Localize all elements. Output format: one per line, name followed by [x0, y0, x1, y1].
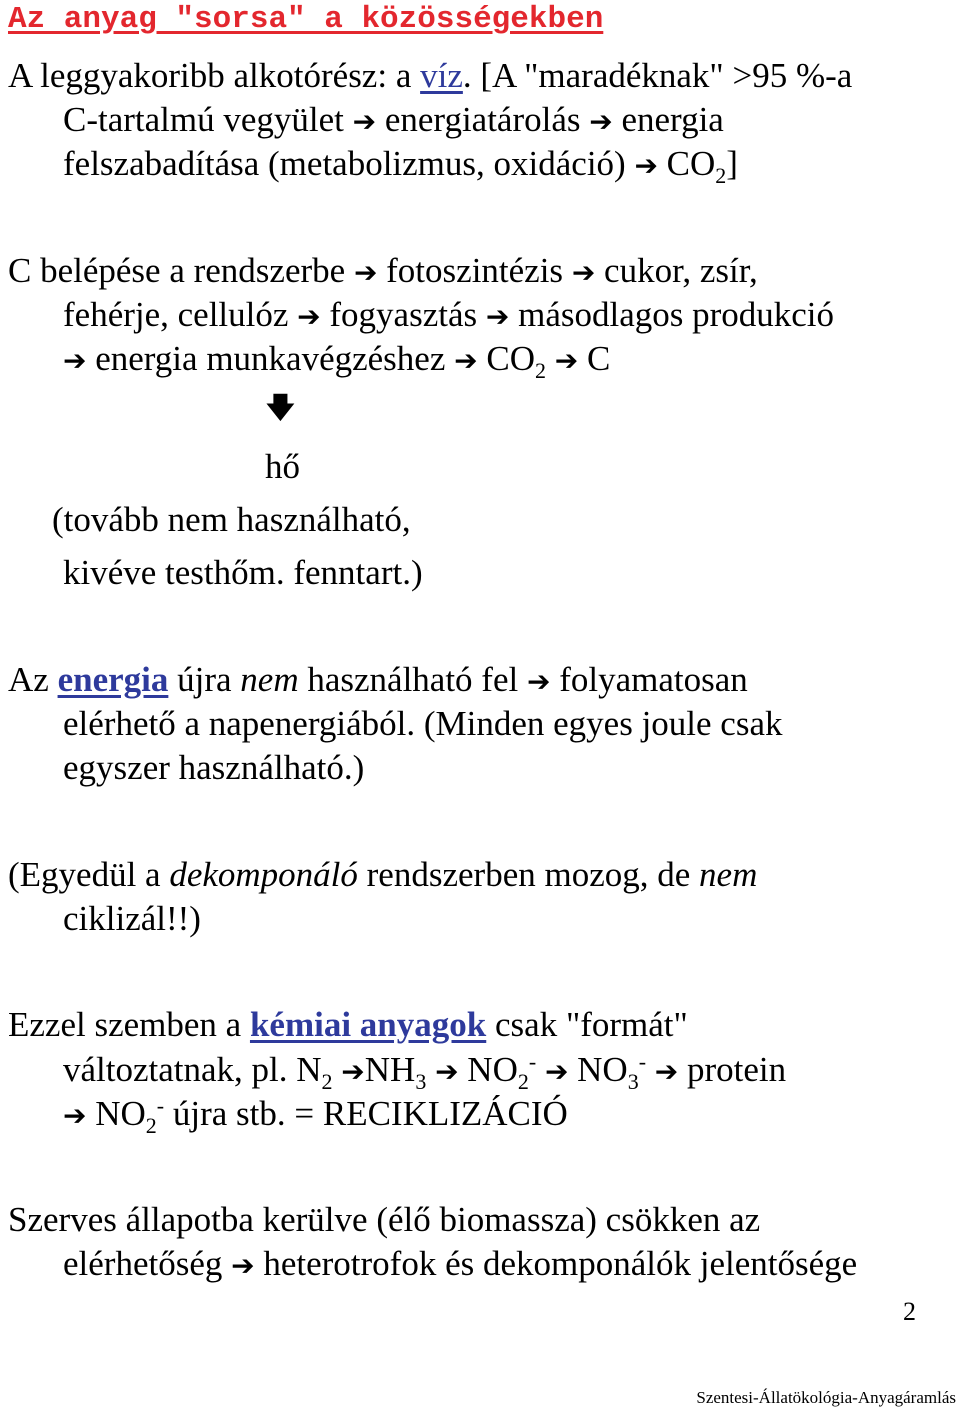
- arrow-right-icon: ➔: [353, 256, 378, 289]
- arrow-right-icon: ➔: [341, 1055, 365, 1088]
- arrow-right-icon: ➔: [454, 344, 478, 377]
- arrow-right-icon: ➔: [526, 665, 551, 698]
- p2-line-5: (tovább nem használható,: [52, 500, 411, 539]
- p3-line-2: elérhető a napenergiából. (Minden egyes joule csak: [63, 704, 783, 743]
- arrow-right-icon: ➔: [352, 105, 377, 138]
- arrow-right-icon: ➔: [435, 1055, 459, 1088]
- p3-line-1: Az energia újra nem használható fel ➔ folyamatosan: [8, 660, 748, 699]
- p4-line-1: (Egyedül a dekomponáló rendszerben mozog, de nem: [8, 855, 758, 894]
- arrow-down-icon: 🡇: [266, 391, 295, 424]
- p2-line-1: C belépése a rendszerbe ➔ fotoszintézis ➔ cukor, zsír,: [8, 251, 758, 290]
- arrow-right-icon: ➔: [634, 149, 658, 182]
- arrow-right-icon: ➔: [297, 300, 321, 333]
- keyword-viz[interactable]: víz: [420, 56, 463, 95]
- footer-text: Szentesi-Állatökológia-Anyagáramlás: [696, 1388, 956, 1407]
- p5-line-1: Ezzel szemben a kémiai anyagok csak "formát": [8, 1005, 688, 1044]
- page-number: 2: [903, 1297, 916, 1326]
- p5-line-3: ➔ $NO_2^-$ újra stb. = RECIKLIZÁCIÓ: [63, 1093, 568, 1138]
- p3-line-3: egyszer használható.): [63, 748, 365, 787]
- p5-line-2: változtatnak, pl. $N_2$ $➔NH_3$ ➔ $NO_2^-$ ➔ $NO_3^-$ ➔ protein: [63, 1049, 787, 1094]
- heat-label: hő: [265, 447, 300, 486]
- p1-line-2: C-tartalmú vegyület ➔ energiatárolás ➔ energia: [63, 100, 724, 139]
- arrow-right-icon: ➔: [231, 1249, 255, 1282]
- p6-line-2: elérhetőség ➔ heterotrofok és dekomponálók jelentősége: [63, 1244, 858, 1283]
- arrow-right-icon: ➔: [63, 1099, 87, 1132]
- p2-line-2: fehérje, cellulóz ➔ fogyasztás ➔ másodlagos produkció: [63, 295, 835, 334]
- arrow-right-icon: ➔: [589, 105, 613, 138]
- p1-line-3: felszabadítása (metabolizmus, oxidáció) ➔ $CO_2$]: [63, 144, 738, 188]
- arrow-right-icon: ➔: [654, 1055, 679, 1088]
- page-title: Az anyag "sorsa" a közösségekben: [8, 2, 604, 37]
- p2-line-3: ➔ energia munkavégzéshez ➔ $CO_2$ ➔ C: [63, 339, 611, 383]
- arrow-right-icon: ➔: [571, 256, 596, 289]
- arrow-right-icon: ➔: [544, 1055, 569, 1088]
- keyword-kemiai-anyagok[interactable]: kémiai anyagok: [249, 1005, 487, 1044]
- keyword-energia[interactable]: energia: [57, 660, 169, 699]
- arrow-right-icon: ➔: [63, 344, 87, 377]
- arrow-right-icon: ➔: [485, 300, 510, 333]
- p4-line-2: ciklizál!!): [63, 899, 201, 938]
- p1-line-1: A leggyakoribb alkotórész: a víz. [A "maradéknak" >95 %-a: [8, 56, 853, 95]
- p2-line-6: kivéve testhőm. fenntart.): [63, 553, 423, 592]
- p6-line-1: Szerves állapotba kerülve (élő biomassza) csökken az: [8, 1200, 761, 1239]
- arrow-right-icon: ➔: [554, 344, 579, 377]
